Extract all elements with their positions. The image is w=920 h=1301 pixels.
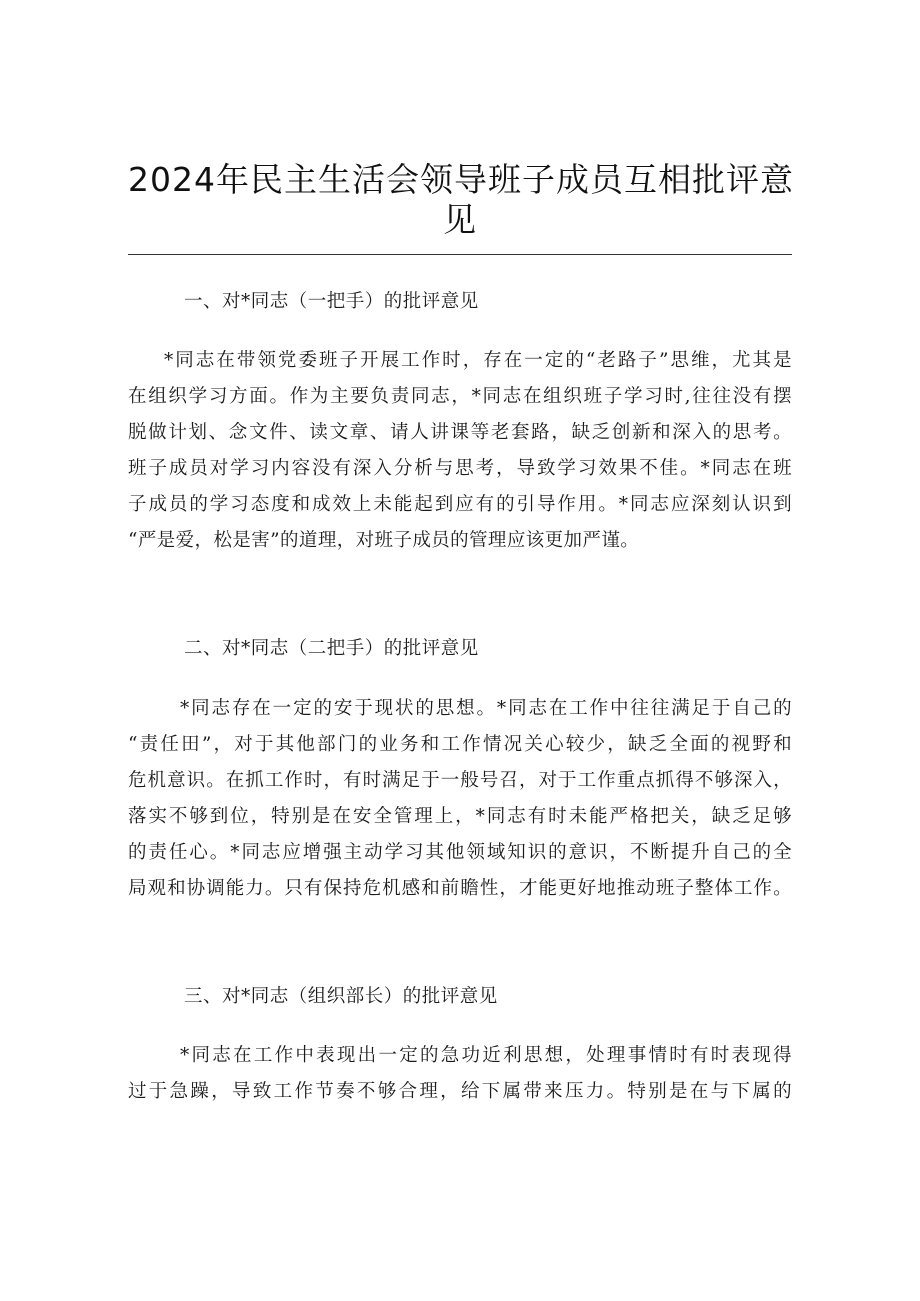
section-heading-1: 一、对*同志（一把手）的批评意见 [184, 291, 479, 312]
paragraph-line: 落实不够到位，特别是在安全管理上，*同志有时未能严格把关，缺乏足够 [128, 806, 792, 827]
paragraph-line: *同志在工作中表现出一定的急功近利思想，处理事情时有时表现得 [180, 1045, 792, 1066]
paragraph-line: 子成员的学习态度和成效上未能起到应有的引导作用。*同志应深刻认识到 [128, 494, 792, 515]
paragraph-line: “责任田”，对于其他部门的业务和工作情况关心较少，缺乏全面的视野和 [128, 734, 792, 755]
section-heading-2: 二、对*同志（二把手）的批评意见 [184, 638, 479, 659]
document-title [128, 160, 792, 240]
paragraph-line: 局观和协调能力。只有保持危机感和前瞻性，才能更好地推动班子整体工作。 [128, 878, 792, 899]
paragraph-line: 在组织学习方面。作为主要负责同志，*同志在组织班子学习时,往往没有摆 [128, 386, 792, 407]
paragraph-line: 脱做计划、念文件、读文章、请人讲课等老套路，缺乏创新和深入的思考。 [128, 422, 792, 443]
title-divider [128, 254, 792, 255]
paragraph-line: 的责任心。*同志应增强主动学习其他领域知识的意识，不断提升自己的全 [128, 842, 792, 863]
paragraph-line: *同志存在一定的安于现状的思想。*同志在工作中往往满足于自己的 [180, 698, 792, 719]
paragraph-line: 班子成员对学习内容没有深入分析与思考，导致学习效果不佳。*同志在班 [128, 458, 792, 479]
paragraph-line: *同志在带领党委班子开展工作时，存在一定的“老路子”思维，尤其是 [164, 350, 792, 371]
section-heading-3: 三、对*同志（组织部长）的批评意见 [184, 986, 498, 1007]
title-line-2: 见 [443, 200, 477, 239]
paragraph-line: 危机意识。在抓工作时，有时满足于一般号召，对于工作重点抓得不够深入， [128, 770, 792, 791]
title-line-1: 2024年民主生活会领导班子成员互相批评意 [128, 160, 794, 199]
paragraph-line: “严是爱，松是害”的道理，对班子成员的管理应该更加严谨。 [128, 530, 640, 551]
paragraph-line: 过于急躁，导致工作节奏不够合理，给下属带来压力。特别是在与下属的 [128, 1081, 792, 1102]
